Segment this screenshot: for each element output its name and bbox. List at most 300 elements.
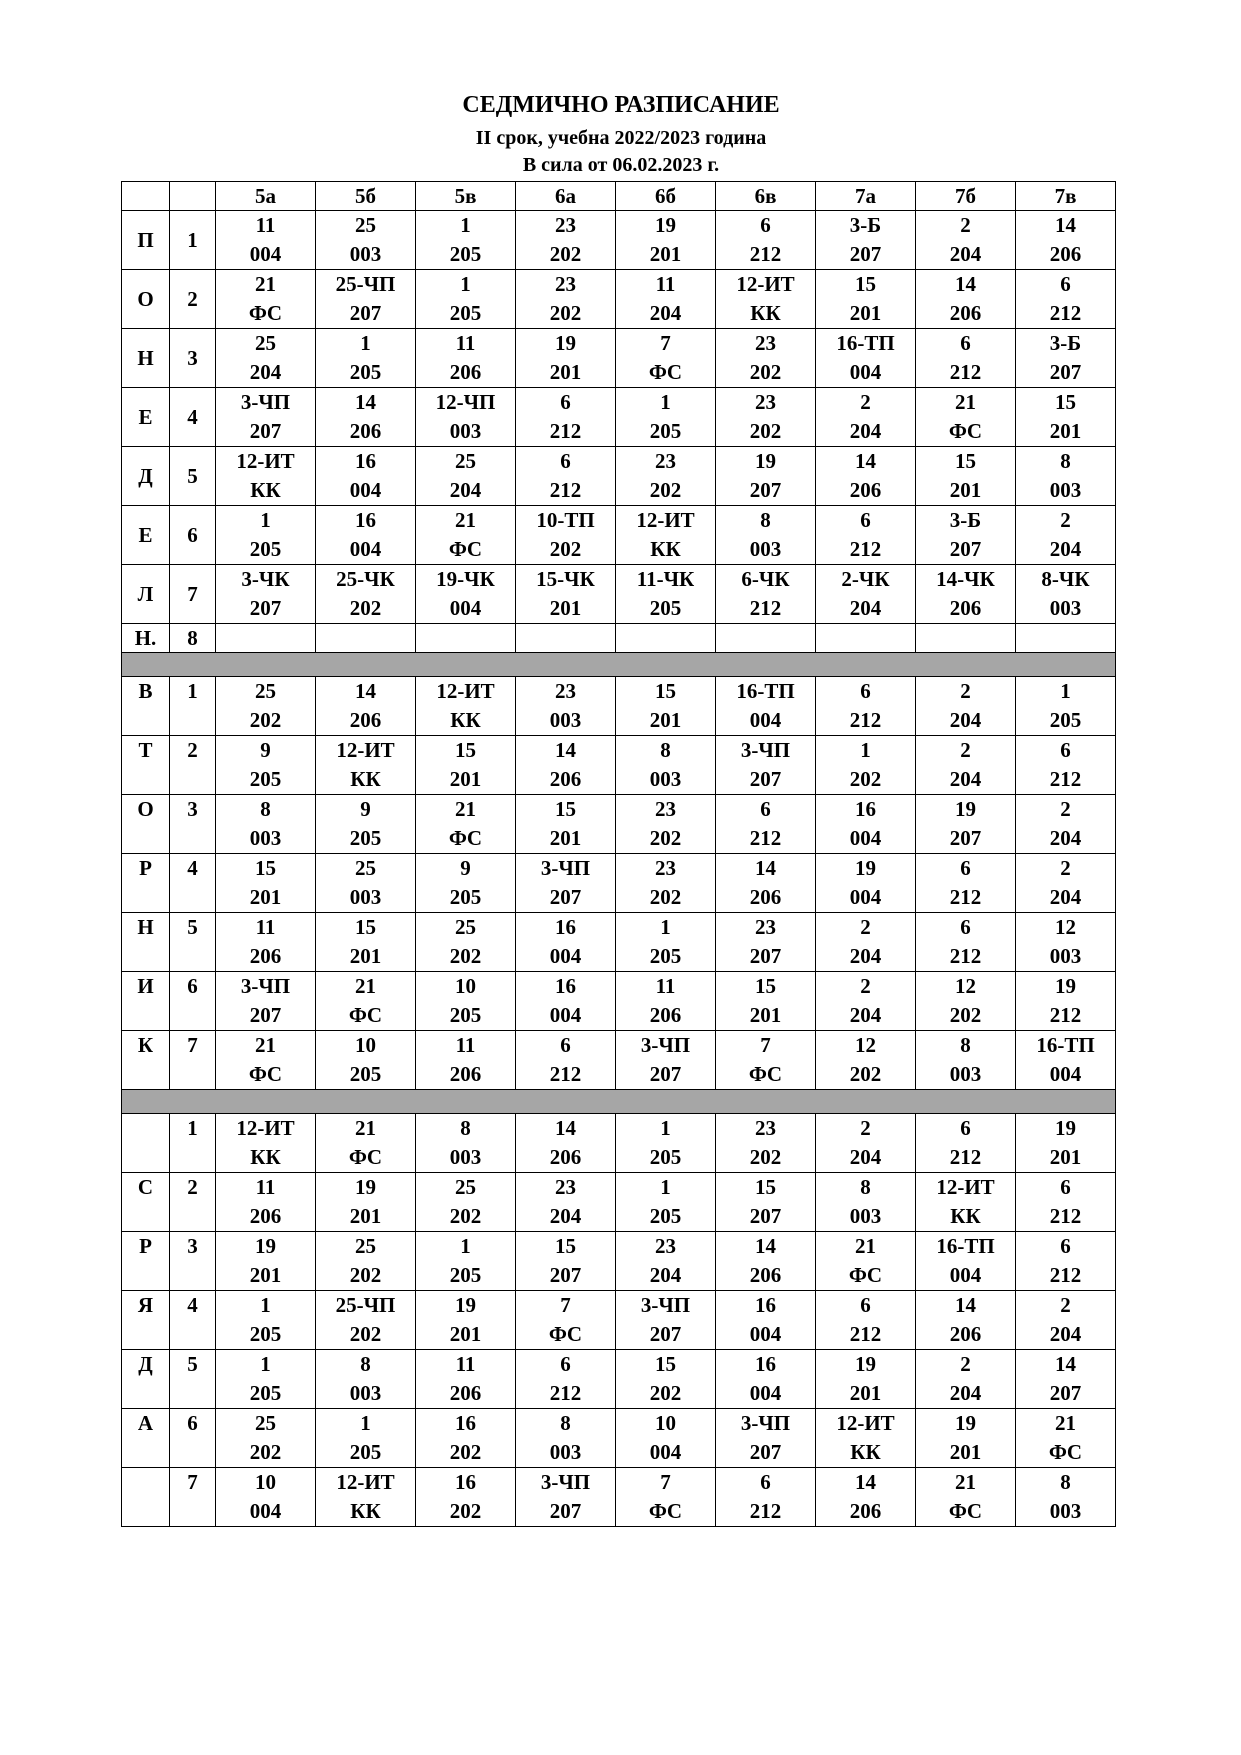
day-separator: [122, 653, 1116, 677]
room-code: 206: [549, 1145, 582, 1169]
schedule-cell: [216, 795, 316, 854]
teacher-code: 1: [660, 915, 671, 939]
teacher-code: 2: [1060, 856, 1071, 880]
teacher-code: 11: [655, 272, 676, 296]
room-code: 207: [349, 301, 382, 325]
day-letter: [122, 1114, 170, 1173]
schedule-cell: [416, 677, 516, 736]
schedule-cell: [716, 447, 816, 506]
room-code: 205: [449, 301, 482, 325]
teacher-code: 12-ИТ: [736, 272, 795, 296]
teacher-code: 10: [255, 1470, 276, 1494]
schedule-cell: [1016, 1291, 1116, 1350]
schedule-cell: [716, 854, 816, 913]
room-code: 204: [449, 478, 482, 502]
teacher-code: 25: [355, 856, 376, 880]
lesson-row: [122, 565, 1116, 624]
schedule-cell: [216, 1291, 316, 1350]
room-code: ФС: [348, 1003, 383, 1027]
teacher-code: 6: [860, 679, 871, 703]
room-code: 204: [1049, 885, 1082, 909]
teacher-code: 2-ЧК: [841, 567, 890, 591]
schedule-cell: [416, 736, 516, 795]
schedule-cell: [616, 1409, 716, 1468]
schedule-cell: [1016, 388, 1116, 447]
teacher-code: 23: [555, 213, 576, 237]
room-code: 202: [949, 1003, 982, 1027]
room-code: 205: [349, 360, 382, 384]
schedule-cell: [716, 1291, 816, 1350]
teacher-code: 16: [555, 915, 576, 939]
schedule-cell: [616, 1173, 716, 1232]
teacher-code: 6: [760, 797, 771, 821]
teacher-code: 8: [960, 1033, 971, 1057]
period-number: 6: [170, 506, 216, 565]
room-code: 201: [1049, 419, 1082, 443]
schedule-cell: [516, 1468, 616, 1527]
day-letter: Я: [122, 1291, 170, 1350]
teacher-code: 23: [555, 1175, 576, 1199]
room-code: 206: [849, 478, 882, 502]
schedule-cell: [516, 270, 616, 329]
teacher-code: 14-ЧК: [936, 567, 995, 591]
schedule-cell: [416, 211, 516, 270]
teacher-code: 1: [660, 390, 671, 414]
schedule-cell: [416, 972, 516, 1031]
schedule-cell: [316, 329, 416, 388]
room-code: 205: [349, 1062, 382, 1086]
room-code: 205: [449, 1003, 482, 1027]
teacher-code: 16-ТП: [736, 679, 795, 703]
separator-cell: [122, 653, 1116, 677]
schedule-cell: [616, 447, 716, 506]
schedule-cell: [616, 506, 716, 565]
room-code: 206: [949, 301, 982, 325]
schedule-cell: [916, 447, 1016, 506]
teacher-code: 23: [555, 679, 576, 703]
teacher-code: 16: [355, 449, 376, 473]
schedule-cell: [816, 1409, 916, 1468]
room-code: 004: [249, 1499, 282, 1523]
room-code: 204: [949, 242, 982, 266]
teacher-code: 19: [1055, 974, 1076, 998]
room-code: 212: [1049, 767, 1082, 791]
schedule-cell: [916, 1468, 1016, 1527]
room-code: 004: [749, 708, 782, 732]
teacher-code: 8: [1060, 449, 1071, 473]
schedule-cell: [716, 795, 816, 854]
day-letter: Р: [122, 1232, 170, 1291]
schedule-cell: [916, 854, 1016, 913]
schedule-cell: [1016, 854, 1116, 913]
teacher-code: 2: [960, 738, 971, 762]
room-code: ФС: [448, 826, 483, 850]
lesson-row: [122, 677, 1116, 736]
schedule-cell: [416, 1031, 516, 1090]
room-code: 212: [849, 708, 882, 732]
lesson-row: [122, 270, 1116, 329]
schedule-cell: [516, 1173, 616, 1232]
schedule-cell: [216, 972, 316, 1031]
room-code: 202: [649, 885, 682, 909]
schedule-cell: [316, 972, 416, 1031]
room-code: 003: [1049, 596, 1082, 620]
teacher-code: 12-ИТ: [336, 738, 395, 762]
room-code: 207: [649, 1322, 682, 1346]
teacher-code: 6: [1060, 738, 1071, 762]
period-number: 7: [170, 1031, 216, 1090]
schedule-cell: [716, 506, 816, 565]
room-code: 202: [349, 596, 382, 620]
day-letter: Е: [122, 506, 170, 565]
room-code: 004: [749, 1322, 782, 1346]
teacher-code: 6: [760, 213, 771, 237]
room-code: 202: [349, 1322, 382, 1346]
room-code: 004: [549, 944, 582, 968]
schedule-cell: [516, 1232, 616, 1291]
schedule-cell: [616, 270, 716, 329]
schedule-cell: [316, 1468, 416, 1527]
schedule-cell: [916, 388, 1016, 447]
schedule-cell: [416, 447, 516, 506]
teacher-code: 1: [660, 1175, 671, 1199]
teacher-code: 19: [955, 1411, 976, 1435]
teacher-code: 1: [460, 213, 471, 237]
schedule-cell: [716, 1468, 816, 1527]
schedule-cell: [816, 270, 916, 329]
schedule-cell: [1016, 565, 1116, 624]
day-letter: Н: [122, 329, 170, 388]
day-letter: Е: [122, 388, 170, 447]
room-code: 204: [849, 596, 882, 620]
teacher-code: 21: [455, 797, 476, 821]
teacher-code: 12-ЧП: [435, 390, 496, 414]
schedule-cell: [1016, 329, 1116, 388]
room-code: 206: [749, 885, 782, 909]
teacher-code: 3-ЧП: [640, 1293, 691, 1317]
period-number: 3: [170, 1232, 216, 1291]
teacher-code: 23: [755, 390, 776, 414]
room-code: 003: [549, 1440, 582, 1464]
teacher-code: 16: [755, 1293, 776, 1317]
room-code: КК: [850, 1440, 881, 1464]
room-code: 205: [449, 1263, 482, 1287]
schedule-cell: [516, 447, 616, 506]
room-code: 204: [649, 301, 682, 325]
room-code: 201: [849, 301, 882, 325]
schedule-cell: [616, 1350, 716, 1409]
room-code: 004: [849, 360, 882, 384]
room-code: 207: [249, 596, 282, 620]
schedule-cell: [616, 736, 716, 795]
schedule-cell: [716, 1350, 816, 1409]
room-code: 004: [849, 826, 882, 850]
day-letter: Р: [122, 854, 170, 913]
room-code: 212: [1049, 1003, 1082, 1027]
teacher-code: 1: [660, 1116, 671, 1140]
schedule-cell: [416, 565, 516, 624]
teacher-code: 14: [755, 1234, 776, 1258]
schedule-cell: [716, 388, 816, 447]
teacher-code: 1: [460, 272, 471, 296]
class-header-row: [122, 182, 1116, 211]
room-code: 201: [249, 1263, 282, 1287]
teacher-code: 2: [1060, 1293, 1071, 1317]
room-code: 207: [749, 944, 782, 968]
schedule-cell: [916, 1031, 1016, 1090]
day-letter: К: [122, 1031, 170, 1090]
schedule-cell: [816, 565, 916, 624]
teacher-code: 3-ЧП: [540, 856, 591, 880]
room-code: 207: [949, 826, 982, 850]
period-number: 8: [170, 624, 216, 653]
period-number: 1: [170, 677, 216, 736]
schedule-cell: [716, 211, 816, 270]
teacher-code: 25: [455, 915, 476, 939]
schedule-cell: [716, 329, 816, 388]
room-code: 205: [249, 537, 282, 561]
room-code: 003: [749, 537, 782, 561]
room-code: 207: [549, 1263, 582, 1287]
room-code: ФС: [348, 1145, 383, 1169]
schedule-cell: [516, 388, 616, 447]
room-code: 201: [349, 1204, 382, 1228]
lesson-row: [122, 1173, 1116, 1232]
room-code: КК: [250, 1145, 281, 1169]
room-code: 004: [549, 1003, 582, 1027]
teacher-code: 10: [355, 1033, 376, 1057]
room-code: 212: [949, 944, 982, 968]
teacher-code: 1: [260, 508, 271, 532]
day-letter: Т: [122, 736, 170, 795]
room-code: 204: [1049, 826, 1082, 850]
room-code: 207: [249, 419, 282, 443]
teacher-code: 8: [660, 738, 671, 762]
period-number: 7: [170, 1468, 216, 1527]
room-code: 003: [449, 419, 482, 443]
schedule-cell: [316, 211, 416, 270]
teacher-code: 9: [460, 856, 471, 880]
period-number: 4: [170, 388, 216, 447]
room-code: 205: [349, 826, 382, 850]
teacher-code: 6: [960, 915, 971, 939]
schedule-cell: [416, 506, 516, 565]
room-code: ФС: [248, 301, 283, 325]
teacher-code: 8: [260, 797, 271, 821]
lesson-row: [122, 506, 1116, 565]
room-code: 212: [749, 242, 782, 266]
room-code: 202: [449, 1440, 482, 1464]
schedule-cell: [516, 913, 616, 972]
schedule-cell: [1016, 795, 1116, 854]
schedule-cell: [816, 1114, 916, 1173]
teacher-code: 15-ЧК: [536, 567, 595, 591]
room-code: 205: [649, 1145, 682, 1169]
schedule-cell: [316, 795, 416, 854]
room-code: 202: [449, 1499, 482, 1523]
room-code: 202: [849, 767, 882, 791]
teacher-code: 1: [460, 1234, 471, 1258]
period-number: 1: [170, 211, 216, 270]
period-number: 1: [170, 1114, 216, 1173]
room-code: 205: [649, 596, 682, 620]
class-header: 7а: [816, 182, 916, 211]
schedule-cell: [216, 329, 316, 388]
schedule-cell-empty: [616, 624, 716, 653]
teacher-code: 19: [255, 1234, 276, 1258]
schedule-cell: [416, 1350, 516, 1409]
teacher-code: 14: [555, 738, 576, 762]
schedule-cell: [716, 270, 816, 329]
schedule-cell: [916, 736, 1016, 795]
teacher-code: 19: [455, 1293, 476, 1317]
teacher-code: 14: [1055, 213, 1076, 237]
schedule-cell: [816, 1291, 916, 1350]
room-code: 201: [1049, 1145, 1082, 1169]
schedule-cell-empty: [416, 624, 516, 653]
schedule-cell: [916, 270, 1016, 329]
room-code: 206: [849, 1499, 882, 1523]
room-code: 212: [749, 826, 782, 850]
lesson-row: [122, 1409, 1116, 1468]
teacher-code: 6-ЧК: [741, 567, 790, 591]
schedule-cell: [916, 211, 1016, 270]
teacher-code: 2: [960, 679, 971, 703]
room-code: 212: [749, 596, 782, 620]
schedule-cell: [316, 1409, 416, 1468]
teacher-code: 10-ТП: [536, 508, 595, 532]
room-code: 003: [349, 242, 382, 266]
schedule-cell: [1016, 972, 1116, 1031]
teacher-code: 25: [455, 449, 476, 473]
schedule-cell: [416, 854, 516, 913]
room-code: 201: [549, 596, 582, 620]
schedule-cell: [916, 1232, 1016, 1291]
schedule-cell: [816, 677, 916, 736]
teacher-code: 6: [760, 1470, 771, 1494]
class-header: 7б: [916, 182, 1016, 211]
schedule-cell: [516, 506, 616, 565]
schedule-cell: [616, 211, 716, 270]
schedule-cell: [616, 1291, 716, 1350]
schedule-cell: [516, 1350, 616, 1409]
schedule-cell: [316, 1173, 416, 1232]
room-code: 212: [949, 1145, 982, 1169]
teacher-code: 12-ИТ: [936, 1175, 995, 1199]
day-letter: Н.: [122, 624, 170, 653]
day-letter: Д: [122, 1350, 170, 1409]
schedule-cell: [516, 736, 616, 795]
room-code: 202: [649, 826, 682, 850]
schedule-cell: [816, 913, 916, 972]
teacher-code: 12-ИТ: [336, 1470, 395, 1494]
teacher-code: 6: [960, 856, 971, 880]
schedule-cell: [1016, 506, 1116, 565]
teacher-code: 11: [455, 331, 476, 355]
room-code: 201: [949, 1440, 982, 1464]
schedule-cell: [716, 1114, 816, 1173]
day-letter: О: [122, 270, 170, 329]
schedule-cell: [916, 795, 1016, 854]
room-code: 204: [949, 1381, 982, 1405]
teacher-code: 6: [860, 508, 871, 532]
teacher-code: 25: [255, 1411, 276, 1435]
teacher-code: 14: [355, 390, 376, 414]
class-header: 6а: [516, 182, 616, 211]
room-code: 202: [549, 301, 582, 325]
teacher-code: 9: [360, 797, 371, 821]
room-code: 205: [649, 1204, 682, 1228]
effective-date-subtitle: В сила от 06.02.2023 г.: [522, 154, 720, 176]
teacher-code: 16: [355, 508, 376, 532]
schedule-cell: [816, 736, 916, 795]
teacher-code: 7: [560, 1293, 571, 1317]
schedule-cell: [516, 211, 616, 270]
schedule-cell: [1016, 1409, 1116, 1468]
room-code: 205: [349, 1440, 382, 1464]
schedule-cell: [516, 1409, 616, 1468]
lesson-row: [122, 388, 1116, 447]
period-number: 6: [170, 972, 216, 1031]
teacher-code: 14: [355, 679, 376, 703]
lesson-row: [122, 447, 1116, 506]
teacher-code: 6: [860, 1293, 871, 1317]
room-code: 003: [649, 767, 682, 791]
lesson-row: [122, 854, 1116, 913]
teacher-code: 15: [1055, 390, 1076, 414]
teacher-code: 6: [1060, 1175, 1071, 1199]
schedule-cell: [616, 854, 716, 913]
room-code: 205: [249, 767, 282, 791]
teacher-code: 6: [960, 1116, 971, 1140]
teacher-code: 23: [755, 915, 776, 939]
room-code: 207: [749, 1204, 782, 1228]
room-code: 004: [349, 478, 382, 502]
schedule-cell: [816, 388, 916, 447]
teacher-code: 7: [660, 331, 671, 355]
day-letter: В: [122, 677, 170, 736]
lesson-row: [122, 329, 1116, 388]
schedule-cell: [516, 795, 616, 854]
room-code: 205: [449, 242, 482, 266]
teacher-code: 16: [455, 1411, 476, 1435]
schedule-cell: [616, 677, 716, 736]
schedule-cell: [816, 1232, 916, 1291]
room-code: 205: [249, 1322, 282, 1346]
teacher-code: 14: [855, 449, 876, 473]
lesson-row: [122, 913, 1116, 972]
teacher-code: 10: [655, 1411, 676, 1435]
lesson-row: [122, 1114, 1116, 1173]
schedule-cell: [916, 1291, 1016, 1350]
teacher-code: 6: [1060, 272, 1071, 296]
teacher-code: 2: [1060, 508, 1071, 532]
teacher-code: 14: [1055, 1352, 1076, 1376]
schedule-cell: [816, 972, 916, 1031]
room-code: 205: [249, 1381, 282, 1405]
schedule-cell: [516, 854, 616, 913]
schedule-cell: [316, 1350, 416, 1409]
period-number: 4: [170, 854, 216, 913]
room-code: 202: [849, 1062, 882, 1086]
teacher-code: 12: [1055, 915, 1076, 939]
schedule-cell: [916, 1173, 1016, 1232]
teacher-code: 15: [455, 738, 476, 762]
schedule-cell: [316, 270, 416, 329]
teacher-code: 12-ИТ: [436, 679, 495, 703]
room-code: 202: [449, 1204, 482, 1228]
teacher-code: 21: [355, 1116, 376, 1140]
